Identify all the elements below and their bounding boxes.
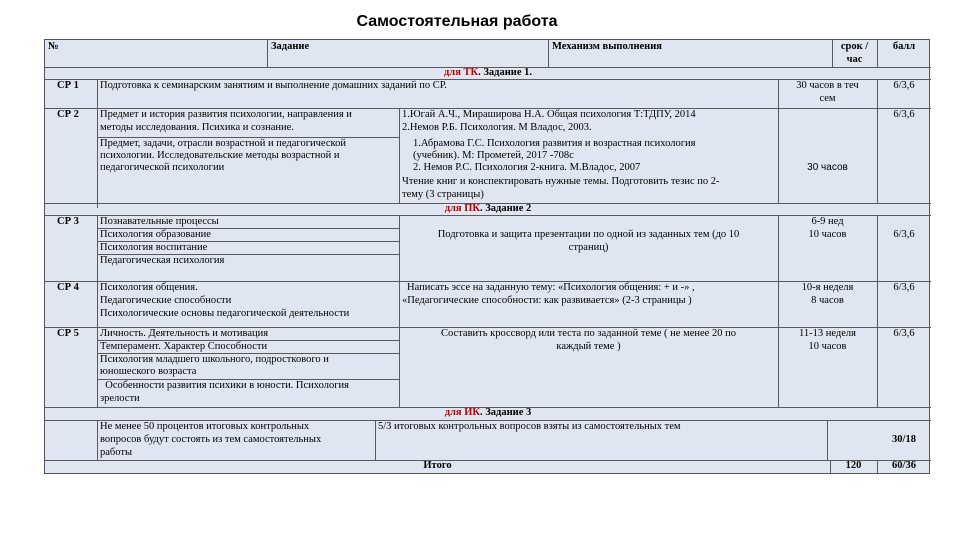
- sr5-topic: Особенности развития психики в юности. Психология: [100, 380, 350, 391]
- section-ik-title: [45, 407, 931, 420]
- sr3-topic: Психология образование: [100, 229, 211, 240]
- section-pk-title: [45, 203, 931, 216]
- col-divider: [548, 40, 549, 67]
- sr5-mechanism: каждый теме ): [556, 341, 621, 352]
- col-divider: [97, 79, 98, 208]
- section-pk-label: для ПК: [444, 203, 481, 214]
- sr2-deadline: 30 часов: [807, 162, 848, 173]
- sr5-deadline: 11-13 неделя: [799, 328, 856, 339]
- sr5-topic: Личность. Деятельность и мотивация: [100, 328, 269, 339]
- sr2-score: 6/3,6: [893, 109, 915, 120]
- col-divider: [97, 420, 98, 460]
- col-divider: [778, 215, 779, 407]
- sr2-instruction: Чтение книг и конспектировать нужные темы. Подготовить тезис по 2-: [402, 176, 720, 187]
- sr3-id: СР 3: [57, 216, 79, 227]
- sr1-id: СР 1: [57, 80, 79, 91]
- sr2-task2: психологии. Исследовательские методы возрастной и: [100, 150, 340, 161]
- section-ik-label: для ИК: [444, 407, 481, 418]
- sr5-topic: зрелости: [100, 393, 140, 404]
- ik-task: работы: [100, 447, 133, 458]
- total-score: 60/36: [892, 460, 916, 471]
- sr2-reference: 1.Югай А.Ч., Мираширова Н.А. Общая психология Т:ТДПУ, 2014: [402, 109, 696, 120]
- header-deadline-unit: час: [846, 54, 863, 65]
- header-task: Задание: [271, 41, 310, 52]
- section-tk-title: [45, 67, 931, 80]
- col-divider: [877, 79, 878, 203]
- header-mechanism: Механизм выполнения: [552, 41, 662, 52]
- ik-task: Не менее 50 процентов итоговых контрольных: [100, 421, 310, 432]
- sr5-id: СР 5: [57, 328, 79, 339]
- header-deadline: срок /: [840, 41, 869, 52]
- sr4-score: 6/3,6: [893, 282, 915, 293]
- col-divider: [827, 420, 828, 460]
- sr4-mechanism: «Педагогические способности: как развивается» (2-3 страницы ): [402, 295, 692, 306]
- sr2-reference: (учебник). М: Прометей, 2017 -708с: [413, 150, 574, 161]
- sr4-hours: 8 часов: [811, 295, 844, 306]
- sr1-task: Подготовка к семинарским занятиям и выполнение домашних заданий по СР.: [100, 80, 447, 91]
- sr5-topic: юношеского возраста: [100, 366, 197, 377]
- sr4-topic: Психологические основы педагогической деятельности: [100, 308, 350, 319]
- header-score: балл: [892, 41, 916, 52]
- sr3-score: 6/3,6: [893, 229, 915, 240]
- header-num: №: [48, 41, 59, 52]
- sr4-deadline: 10-я неделя: [801, 282, 854, 293]
- sr5-hours: 10 часов: [808, 341, 847, 352]
- sr3-topic: Педагогическая психология: [100, 255, 225, 266]
- sr5-topic: Темперамент. Характер Способности: [100, 341, 268, 352]
- sr2-task2: педагогической психологии: [100, 162, 225, 173]
- sr4-id: СР 4: [57, 282, 79, 293]
- section-ik-rest: . Задание 3: [480, 407, 532, 418]
- self-study-table: [44, 39, 930, 474]
- section-tk-label: для ТК: [444, 67, 479, 78]
- sr1-deadline: 30 часов в теч: [796, 80, 859, 91]
- col-divider: [399, 108, 400, 203]
- section-tk-rest: . Задание 1.: [478, 67, 532, 78]
- sr2-id: СР 2: [57, 109, 79, 120]
- sr3-topic: Психология воспитание: [100, 242, 208, 253]
- page-title: Самостоятельная работа: [356, 13, 558, 30]
- sr3-mechanism: страниц): [568, 242, 609, 253]
- sr3-hours: 10 часов: [808, 229, 847, 240]
- ik-task: вопросов будут состоять из тем самостоятельных: [100, 434, 322, 445]
- sr2-reference: 2.Немов Р.Б. Психология. М Владос, 2003.: [402, 122, 592, 133]
- total-label: Итого: [423, 460, 452, 471]
- sr2-instruction: тему (3 страницы): [402, 189, 484, 200]
- sr1-score: 6/3,6: [893, 80, 915, 91]
- col-divider: [877, 215, 878, 407]
- ik-mechanism: 5/3 итоговых контрольных вопросов взяты из самостоятельных тем: [378, 421, 681, 432]
- sr2-task2: Предмет, задачи, отрасли возрастной и педагогической: [100, 138, 346, 149]
- sr3-deadline: 6-9 нед: [811, 216, 844, 227]
- col-divider: [267, 40, 268, 67]
- sr5-mechanism: Составить кроссворд или теста по заданной теме ( не менее 20 по: [441, 328, 736, 339]
- total-hours: 120: [845, 460, 862, 471]
- col-divider: [375, 420, 376, 460]
- section-pk-rest: . Задание 2: [480, 203, 532, 214]
- sr2-task1: Предмет и история развития психологии, направления и: [100, 109, 352, 120]
- sr3-mechanism: Подготовка и защита презентации по одной из заданных тем (до 10: [437, 229, 740, 240]
- sr5-score: 6/3,6: [893, 328, 915, 339]
- sr4-topic: Педагогические способности: [100, 295, 232, 306]
- sr5-topic: Психология младшего школьного, подросткового и: [100, 354, 329, 365]
- sr4-topic: Психология общения.: [100, 282, 198, 293]
- sr4-mechanism: Написать эссе на заданную тему: «Психология общения: + и -» ,: [407, 282, 695, 293]
- ik-score: 30/18: [892, 434, 916, 445]
- sr2-reference: 2. Немов Р.С. Психология 2-книга. М.Владос, 2007: [413, 162, 641, 173]
- sr2-reference: 1.Абрамова Г.С. Психология развития и возрастная психология: [413, 138, 696, 149]
- col-divider: [97, 215, 98, 407]
- sr1-deadline-2: сем: [819, 93, 836, 104]
- sr2-task1: методы исследования. Психика и сознание.: [100, 122, 294, 133]
- sr3-topic: Познавательные процессы: [100, 216, 219, 227]
